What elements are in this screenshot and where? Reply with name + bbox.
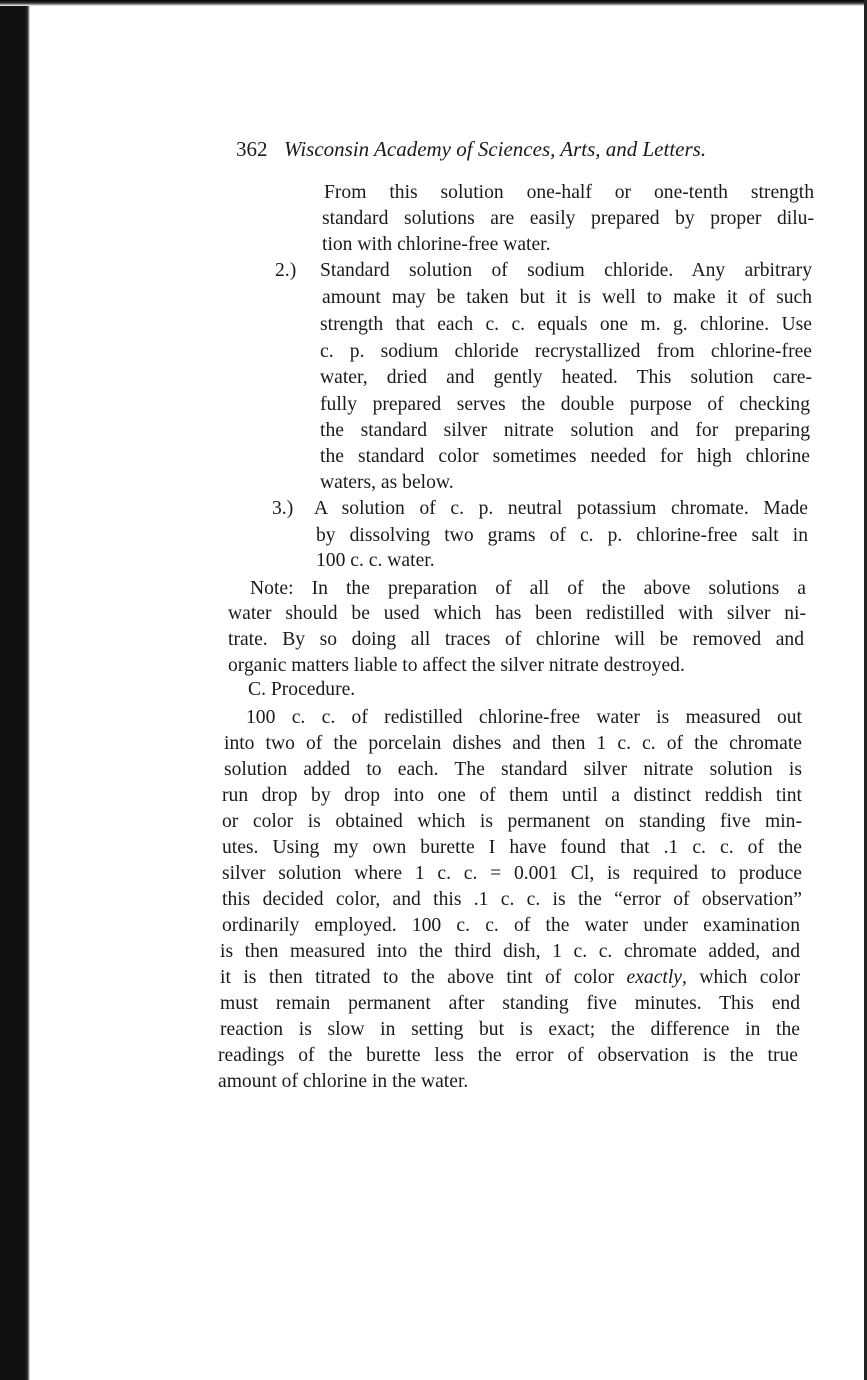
text-line: is then measured into the third dish, 1 c. c. chromate added, and: [220, 941, 800, 962]
scan-left-edge: [0, 0, 30, 1380]
text-line: waters, as below.: [320, 472, 454, 493]
text-line: silver solution where 1 c. c. = 0.001 Cl, is required to produce: [222, 863, 802, 884]
section-heading: C. Procedure.: [248, 679, 356, 700]
text-segment: , which color: [682, 967, 800, 988]
text-line: Standard solution of sodium chloride. Any arbitrary: [320, 260, 812, 281]
text-line: must remain permanent after standing five minutes. This end: [220, 993, 800, 1014]
text-segment: it is then titrated to the above tint of color: [220, 967, 615, 988]
text-line: solution added to each. The standard silver nitrate solution is: [224, 759, 802, 780]
text-line: the standard color sometimes needed for high chlorine: [320, 446, 810, 467]
text-line: [220, 965, 800, 991]
text-line: trate. By so doing all traces of chlorine will be removed and: [228, 629, 804, 650]
item-number: 2.): [275, 260, 297, 281]
emphasis-word: exactly: [626, 967, 683, 988]
text-line: the standard silver nitrate solution and for preparing: [320, 420, 810, 441]
text-line: A solution of c. p. neutral potassium chromate. Made: [314, 498, 808, 519]
text-line: reaction is slow in setting but is exact; the difference in the: [220, 1019, 800, 1040]
text-line: 100 c. c. of redistilled chlorine-free water is measured out: [246, 707, 802, 728]
text-line: fully prepared serves the double purpose of checking: [320, 394, 810, 415]
text-line: 100 c. c. water.: [316, 550, 435, 571]
text-line: water should be used which has been redistilled with silver ni-: [228, 603, 806, 624]
running-header: [236, 134, 760, 164]
text-line: ordinarily employed. 100 c. c. of the water under examination: [222, 915, 800, 936]
text-line: standard solutions are easily prepared by proper dilu-: [322, 208, 814, 229]
text-line: amount of chlorine in the water.: [218, 1071, 469, 1092]
item-number: 3.): [272, 498, 294, 519]
text-line: utes. Using my own burette I have found that .1 c. c. of the: [222, 837, 802, 858]
text-line: c. p. sodium chloride recrystallized from chlorine-free: [320, 341, 812, 362]
text-line: readings of the burette less the error of observation is the true: [218, 1045, 798, 1066]
text-line: into two of the porcelain dishes and then 1 c. c. of the chromate: [224, 733, 802, 754]
text-line: From this solution one-half or one-tenth strength: [324, 182, 814, 203]
text-line: or color is obtained which is permanent on standing five min-: [222, 811, 802, 832]
text-line: Note: In the preparation of all of the above solutions a: [250, 578, 806, 599]
text-line: by dissolving two grams of c. p. chlorine-free salt in: [316, 525, 808, 546]
page-number: 362: [236, 137, 268, 161]
text-line: strength that each c. c. equals one m. g. chlorine. Use: [320, 314, 812, 335]
text-line: water, dried and gently heated. This solution care-: [320, 367, 812, 388]
text-line: amount may be taken but it is well to make it of such: [322, 287, 812, 308]
text-line: tion with chlorine-free water.: [322, 234, 551, 255]
text-line: organic matters liable to affect the silver nitrate destroyed.: [228, 655, 685, 676]
running-title: Wisconsin Academy of Sciences, Arts, and Letters.: [284, 137, 707, 161]
text-line: run drop by drop into one of them until a distinct reddish tint: [222, 785, 802, 806]
text-line: this decided color, and this .1 c. c. is the “error of observation”: [222, 889, 802, 910]
scan-top-edge: [0, 0, 867, 6]
